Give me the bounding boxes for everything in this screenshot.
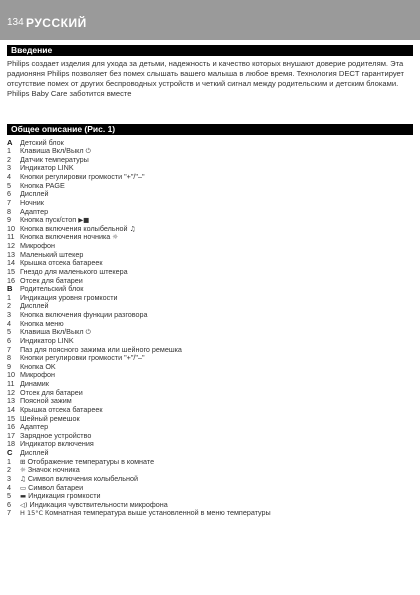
display-symbol-icon: ▬ [20, 492, 27, 501]
item-label: Кнопка включения ночника [20, 232, 111, 242]
item-label: Адаптер [20, 422, 49, 432]
overview-heading: Общее описание (Рис. 1) [7, 124, 413, 135]
overview-item [7, 509, 412, 518]
item-number: C [7, 448, 13, 457]
display-symbol-icon: ⊞ [20, 457, 26, 466]
page-number: 134 [7, 17, 24, 28]
language-title: РУССКИЙ [26, 15, 87, 30]
item-number: 14 [7, 404, 15, 414]
item-number: 3 [7, 310, 11, 319]
overview-item [7, 440, 412, 449]
item-number: 1 [7, 292, 11, 302]
display-symbol-icon: ☼ [20, 466, 26, 475]
item-label: Символ включения колыбельной [27, 473, 138, 483]
item-number: 5 [7, 491, 11, 501]
item-label: Кнопка пуск/стоп [20, 215, 77, 225]
display-symbol-icon: H 15°C [20, 509, 44, 518]
item-label: Кнопка PAGE [20, 180, 65, 190]
item-number: 6 [7, 189, 11, 199]
item-number: 16 [7, 422, 15, 432]
item-label: Гнездо для маленького штекера [20, 266, 128, 276]
item-number: 10 [7, 370, 15, 380]
item-label: Отображение температуры в комнате [27, 456, 155, 466]
item-label: Дисплей [20, 189, 49, 199]
item-label: Индикатор включения [20, 439, 94, 449]
item-label: Динамик [20, 379, 49, 388]
item-number: 5 [7, 327, 11, 337]
item-label: Микрофон [20, 370, 56, 380]
item-number: 15 [7, 413, 15, 423]
overview-item [7, 190, 412, 199]
item-label: Индикация уровня громкости [20, 292, 118, 302]
item-label: Дисплей [20, 301, 49, 311]
overview-item [7, 182, 412, 191]
overview-item [7, 354, 412, 363]
overview-item [7, 294, 412, 303]
item-label: Индикатор LINK [20, 163, 74, 173]
item-number: 9 [7, 361, 11, 371]
item-label: Крышка отсека батареек [20, 404, 103, 414]
item-label: Кнопка включения колыбельной [20, 223, 128, 233]
item-number: 9 [7, 215, 11, 225]
item-number: 1 [7, 456, 11, 466]
item-number: 13 [7, 249, 15, 259]
button-symbol-icon: ⏻ [85, 328, 91, 337]
overview-list [7, 139, 412, 519]
item-number: 8 [7, 353, 11, 363]
item-label: Кнопка включения функции разговора [20, 310, 148, 319]
item-label: Символ батареи [28, 482, 84, 492]
item-label: Зарядное устройство [20, 430, 92, 440]
display-symbol-icon: ♫ [20, 474, 26, 483]
overview-item [7, 173, 412, 182]
item-number: 2 [7, 465, 11, 475]
item-label: Дисплей [20, 448, 49, 457]
item-label: Кнопка меню [20, 318, 64, 328]
item-number: 6 [7, 335, 11, 345]
item-number: 2 [7, 301, 11, 311]
item-label: Клавиша Вкл/Выкл [20, 327, 84, 337]
item-label: Индикация громкости [28, 491, 101, 501]
item-label: Паз для поясного зажима или шейного ремешка [20, 344, 182, 354]
item-label: Кнопки регулировки громкости "+"/"–" [20, 353, 145, 363]
item-number: 18 [7, 439, 15, 449]
item-label: Индикация чувствительности микрофона [29, 499, 168, 509]
overview-item [7, 199, 412, 208]
intro-paragraph: Philips создает изделия для ухода за детьми, надежность и качество которых внушают доверие родителям. Эта радионяня Philips позволяет без помех слышать вашего малыша в любое время. Технология DECT гарантирует отсутствие помех от других беспроводных устройств и четкий сигнал между родительским и детским блоками. [7, 59, 404, 88]
display-symbol-icon: ◁) [20, 500, 28, 509]
item-number: 1 [7, 146, 11, 156]
intro-heading: Введение [7, 45, 413, 56]
item-number: 12 [7, 241, 15, 250]
item-number: 4 [7, 482, 11, 492]
item-label: Отсек для батареи [20, 275, 83, 285]
display-symbol-icon: ▭ [20, 483, 27, 492]
button-symbol-icon: ☼ [112, 233, 119, 242]
item-label: Шейный ремешок [20, 413, 80, 423]
item-label: Адаптер [20, 206, 49, 216]
intro-tagline: Philips Baby Care заботится вместе [7, 88, 132, 98]
item-number: 8 [7, 206, 11, 216]
item-label: Клавиша Вкл/Выкл [20, 146, 84, 156]
item-number: B [7, 284, 13, 294]
button-symbol-icon: ▶■ [78, 216, 90, 225]
item-number: 16 [7, 275, 15, 285]
item-label: Ночник [20, 197, 44, 207]
overview-item [7, 371, 412, 380]
item-number: 2 [7, 154, 11, 164]
item-label: Детский блок [20, 137, 64, 147]
item-number: 5 [7, 180, 11, 190]
item-text [20, 509, 271, 518]
item-number: 15 [7, 266, 15, 276]
item-label: Микрофон [20, 241, 56, 250]
header-bar [0, 0, 420, 40]
item-number: 3 [7, 473, 11, 483]
item-label: Маленький штекер [20, 249, 84, 259]
item-number: 7 [7, 197, 11, 207]
item-number: 11 [7, 379, 15, 388]
item-label: Родительский блок [20, 284, 84, 294]
item-label: Отсек для батареи [20, 387, 83, 397]
item-number: 11 [7, 232, 15, 242]
overview-item [7, 363, 412, 372]
item-label: Датчик температуры [20, 154, 89, 164]
item-label: Индикатор LINK [20, 335, 74, 345]
item-number: 10 [7, 223, 15, 233]
item-label: Комнатная температура выше установленной в меню температуры [45, 508, 271, 518]
item-number: 4 [7, 318, 11, 328]
item-label: Поясной зажим [20, 396, 72, 406]
button-symbol-icon: ⏻ [85, 147, 91, 156]
item-number: 13 [7, 396, 15, 406]
item-number: A [7, 137, 13, 147]
item-label: Значок ночника [27, 465, 80, 475]
overview-item [7, 415, 412, 424]
item-label: Кнопка OK [20, 361, 56, 371]
item-number: 7 [7, 344, 11, 354]
item-number: 6 [7, 499, 11, 509]
button-symbol-icon: ♫ [129, 224, 136, 233]
item-number: 4 [7, 172, 11, 181]
item-number: 14 [7, 258, 15, 268]
overview-item [7, 233, 412, 242]
item-number: 3 [7, 163, 11, 173]
item-label: Крышка отсека батареек [20, 258, 103, 268]
overview-item [7, 311, 412, 320]
intro-text [7, 59, 412, 99]
item-number: 7 [7, 508, 11, 518]
item-number: 12 [7, 387, 15, 397]
item-label: Кнопки регулировки громкости "+"/"–" [20, 172, 145, 181]
item-number: 17 [7, 430, 15, 440]
